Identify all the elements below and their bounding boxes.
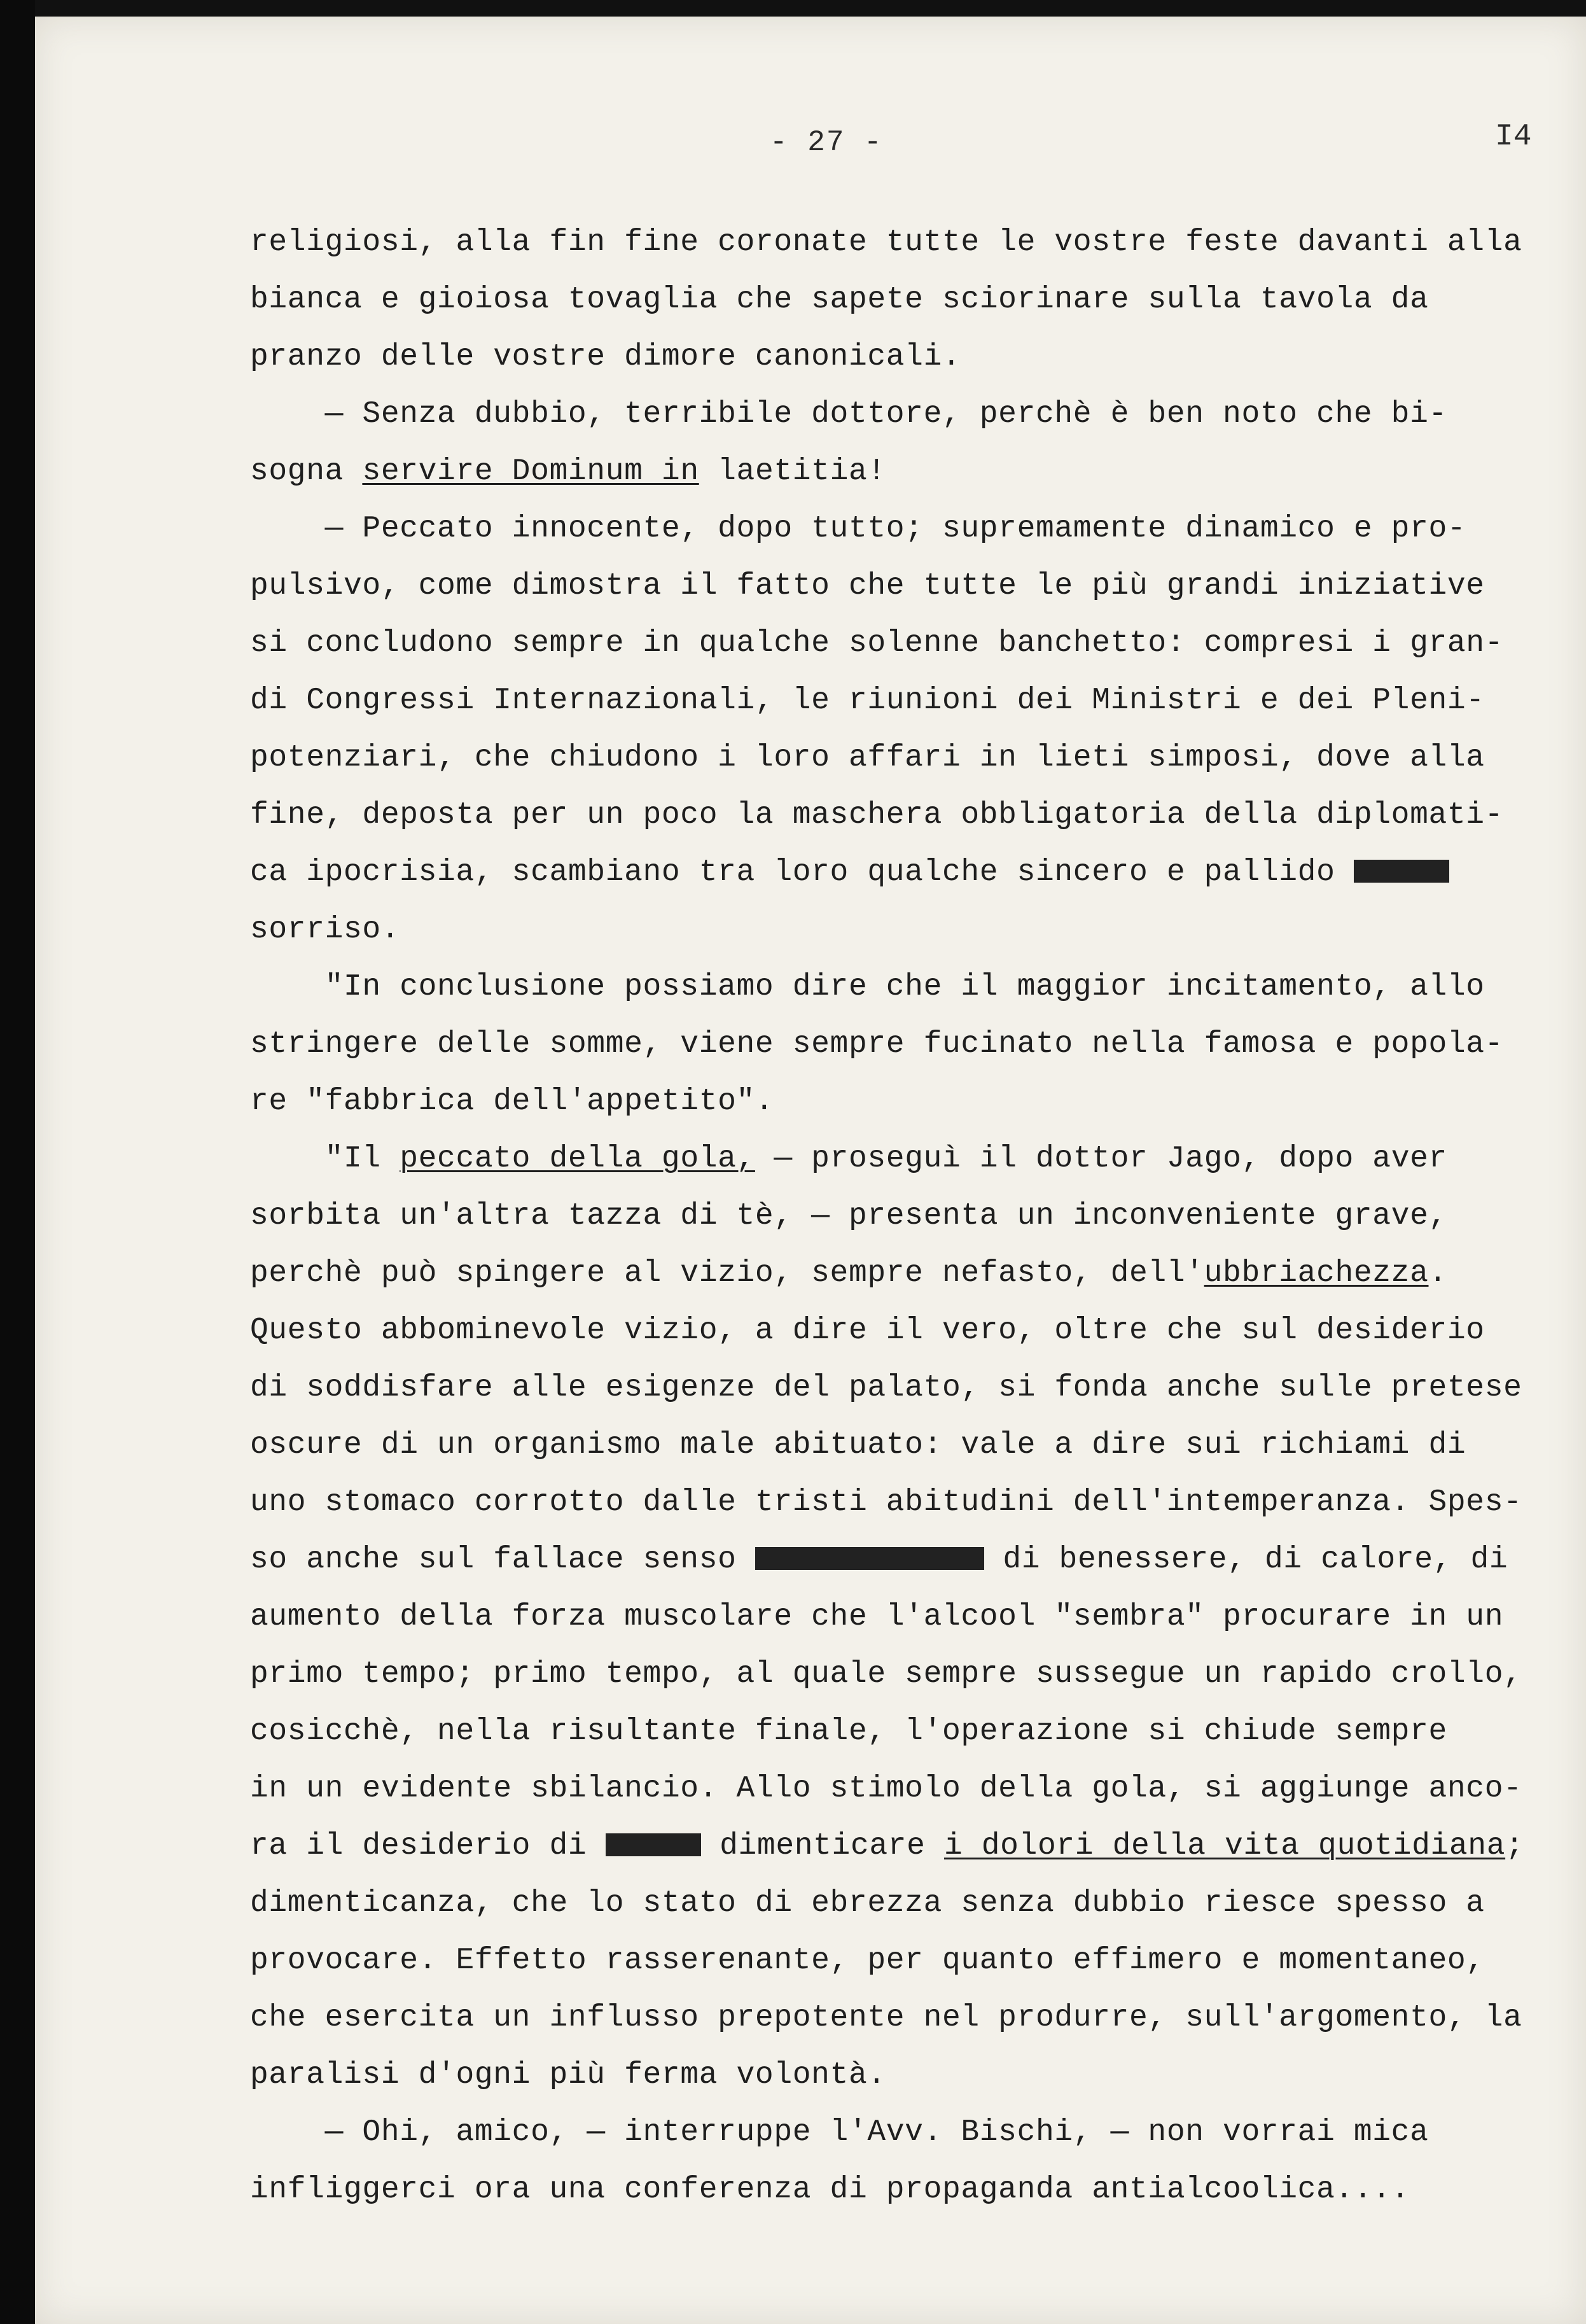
document-page — [35, 17, 1586, 2324]
text-line: in un evidente sbilancio. Allo stimolo della gola, si aggiunge anco- — [250, 1772, 1522, 1806]
text-line: paralisi d'ogni più ferma volontà. — [250, 2058, 886, 2092]
text-line: ra il desiderio di dimenticare i dolori della vita quotidiana; — [250, 1829, 1524, 1863]
text-line: sogna servire Dominum in laetitia! — [250, 454, 886, 489]
sheet-number: I4 — [1495, 120, 1532, 154]
text-line: re "fabbrica dell'appetito". — [250, 1084, 774, 1119]
text-line: fine, deposta per un poco la maschera obbligatoria della diplomati- — [250, 798, 1504, 832]
struck-out-word — [755, 1547, 984, 1570]
text-line: sorriso. — [250, 913, 400, 947]
text-line: oscure di un organismo male abituato: vale a dire sui richiami di — [250, 1428, 1466, 1462]
text-line: di Congressi Internazionali, le riunioni dei Ministri e dei Pleni- — [250, 683, 1485, 718]
text-line: Questo abbominevole vizio, a dire il vero, oltre che sul desiderio — [250, 1313, 1485, 1348]
text-line: aumento della forza muscolare che l'alcool "sembra" procurare in un — [250, 1600, 1504, 1634]
text-line: infliggerci ora una conferenza di propaganda antialcoolica.... — [250, 2173, 1410, 2207]
text-line: bianca e gioiosa tovaglia che sapete sciorinare sulla tavola da — [250, 283, 1429, 317]
struck-out-word — [1354, 860, 1449, 883]
text-line: — Senza dubbio, terribile dottore, perchè è ben noto che bi- — [250, 397, 1447, 431]
underlined-phrase: servire Dominum in — [362, 454, 699, 489]
text-line: "Il peccato della gola, — proseguì il dottor Jago, dopo aver — [250, 1142, 1447, 1176]
text-line: ca ipocrisia, scambiano tra loro qualche sincero e pallido — [250, 844, 1573, 901]
page-number: - 27 - — [770, 126, 883, 159]
text-line: provocare. Effetto rasserenante, per quanto effimero e momentaneo, — [250, 1943, 1485, 1978]
text-line: si concludono sempre in qualche solenne banchetto: compresi i gran- — [250, 626, 1504, 661]
scan-top-border — [0, 0, 1586, 17]
text-line: di soddisfare alle esigenze del palato, si fonda anche sulle pretese — [250, 1371, 1522, 1405]
underlined-phrase: ubbriachezza — [1204, 1256, 1429, 1291]
text-line: sorbita un'altra tazza di tè, — presenta un inconveniente grave, — [250, 1199, 1447, 1233]
text-line: — Peccato innocente, dopo tutto; supremamente dinamico e pro- — [250, 512, 1466, 546]
text-line: perchè può spingere al vizio, sempre nefasto, dell'ubbriachezza. — [250, 1256, 1447, 1291]
text-line: cosicchè, nella risultante finale, l'operazione si chiude sempre — [250, 1714, 1447, 1749]
underlined-phrase: peccato della gola, — [400, 1142, 755, 1176]
body-text — [250, 214, 1573, 2218]
text-line: so anche sul fallace senso di benessere, di calore, di — [250, 1543, 1508, 1577]
text-line: che esercita un influsso prepotente nel produrre, sull'argomento, la — [250, 2001, 1522, 2035]
text-line: potenziari, che chiudono i loro affari in lieti simposi, dove alla — [250, 741, 1485, 775]
text-line: — Ohi, amico, — interruppe l'Avv. Bischi, — non vorrai mica — [250, 2115, 1429, 2150]
text-line: pranzo delle vostre dimore canonicali. — [250, 340, 961, 374]
text-line: religiosi, alla fin fine coronate tutte le vostre feste davanti alla — [250, 225, 1522, 260]
struck-out-word — [606, 1833, 701, 1856]
text-line: dimenticanza, che lo stato di ebrezza senza dubbio riesce spesso a — [250, 1886, 1485, 1921]
scan-left-border — [0, 0, 35, 2324]
text-line: pulsivo, come dimostra il fatto che tutte le più grandi iniziative — [250, 569, 1485, 603]
text-line: stringere delle somme, viene sempre fucinato nella famosa e popola- — [250, 1027, 1504, 1061]
text-line: uno stomaco corrotto dalle tristi abitudini dell'intemperanza. Spes- — [250, 1485, 1522, 1520]
underlined-phrase: i dolori della vita quotidiana — [943, 1829, 1506, 1863]
text-line: "In conclusione possiamo dire che il maggior incitamento, allo — [250, 970, 1485, 1004]
text-line: primo tempo; primo tempo, al quale sempre sussegue un rapido crollo, — [250, 1657, 1522, 1691]
